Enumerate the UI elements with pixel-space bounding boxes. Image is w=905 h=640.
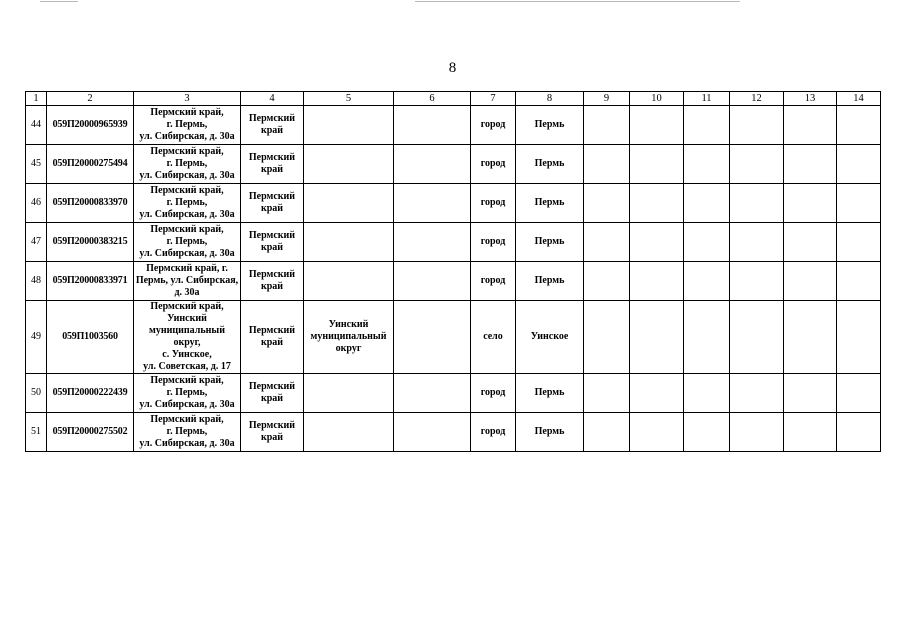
empty-cell-col10: [630, 184, 684, 223]
cell-line: Пермский край,: [150, 224, 224, 235]
cell-line: ул. Сибирская, д. 30а: [139, 438, 235, 449]
empty-cell-col14: [837, 106, 881, 145]
code-cell: 059П20000965939: [47, 106, 134, 145]
empty-cell-col12: [730, 223, 784, 262]
cell-line: край: [260, 164, 284, 175]
empty-cell-col12: [730, 106, 784, 145]
cell-line: Уинский: [167, 313, 207, 324]
cell-line: округ: [335, 343, 362, 354]
cell-line: ул. Сибирская, д. 30а: [139, 131, 235, 142]
cell-line: край: [260, 125, 284, 136]
empty-cell-col11: [684, 145, 730, 184]
cell-line: Пермский край, г.: [146, 263, 228, 274]
empty-cell-col13: [784, 106, 837, 145]
cell-line: г. Пермь,: [166, 387, 208, 398]
column-header-1: 1: [26, 92, 47, 106]
settlement-name-cell: Пермь: [516, 413, 584, 452]
column-header-5: 5: [304, 92, 394, 106]
row-number-cell: 49: [26, 301, 47, 374]
row-number-cell: 46: [26, 184, 47, 223]
column-header-13: 13: [784, 92, 837, 106]
settlement-name-cell: Пермь: [516, 106, 584, 145]
cell-line: Пермский: [248, 191, 296, 202]
empty-cell-col12: [730, 301, 784, 374]
district-cell: [304, 145, 394, 184]
empty-cell-col9: [584, 413, 630, 452]
table-row: [26, 374, 881, 413]
empty-cell-col13: [784, 145, 837, 184]
cell-line: Пермский: [248, 152, 296, 163]
settlement-name-cell: Уинское: [516, 301, 584, 374]
code-cell: 059П20000275494: [47, 145, 134, 184]
column-header-7: 7: [471, 92, 516, 106]
table-row: [26, 223, 881, 262]
settlement-name-cell: Пермь: [516, 374, 584, 413]
col6-cell: [394, 262, 471, 301]
scan-edge-line-right: [415, 1, 740, 2]
empty-cell-col10: [630, 301, 684, 374]
table-row: [26, 145, 881, 184]
empty-cell-col12: [730, 262, 784, 301]
empty-cell-col11: [684, 106, 730, 145]
data-table: [25, 91, 881, 452]
region-cell: [241, 413, 304, 452]
district-cell: [304, 262, 394, 301]
column-header-14: 14: [837, 92, 881, 106]
cell-line: Пермский: [248, 230, 296, 241]
empty-cell-col10: [630, 374, 684, 413]
col6-cell: [394, 413, 471, 452]
empty-cell-col12: [730, 413, 784, 452]
empty-cell-col11: [684, 184, 730, 223]
address-cell: [134, 223, 241, 262]
cell-line: Пермский: [248, 381, 296, 392]
region-cell: [241, 184, 304, 223]
cell-line: Пермский: [248, 113, 296, 124]
cell-line: Пермский край,: [150, 107, 224, 118]
cell-line: Пермский край,: [150, 375, 224, 386]
cell-line: Пермский край,: [150, 301, 224, 312]
empty-cell-col13: [784, 301, 837, 374]
cell-line: Пермский край,: [150, 414, 224, 425]
cell-line: д. 30а: [174, 287, 200, 298]
col6-cell: [394, 145, 471, 184]
table-row: [26, 184, 881, 223]
empty-cell-col11: [684, 413, 730, 452]
column-header-3: 3: [134, 92, 241, 106]
cell-line: муниципальный: [310, 331, 387, 342]
cell-line: Пермский край,: [150, 185, 224, 196]
settlement-type-cell: село: [471, 301, 516, 374]
cell-line: Пермский: [248, 420, 296, 431]
empty-cell-col9: [584, 262, 630, 301]
district-cell: [304, 106, 394, 145]
empty-cell-col14: [837, 145, 881, 184]
row-number-cell: 47: [26, 223, 47, 262]
row-number-cell: 44: [26, 106, 47, 145]
cell-line: ул. Сибирская, д. 30а: [139, 399, 235, 410]
address-cell: [134, 184, 241, 223]
empty-cell-col13: [784, 413, 837, 452]
code-cell: 059П20000833971: [47, 262, 134, 301]
empty-cell-col13: [784, 262, 837, 301]
region-cell: [241, 262, 304, 301]
cell-line: Пермский край,: [150, 146, 224, 157]
cell-line: ул. Сибирская, д. 30а: [139, 170, 235, 181]
cell-line: с. Уинское,: [162, 349, 212, 360]
region-cell: [241, 106, 304, 145]
column-header-11: 11: [684, 92, 730, 106]
settlement-name-cell: Пермь: [516, 184, 584, 223]
empty-cell-col9: [584, 184, 630, 223]
cell-line: край: [260, 281, 284, 292]
cell-line: край: [260, 432, 284, 443]
table-body: [26, 106, 881, 452]
district-cell: [304, 223, 394, 262]
cell-line: Пермский: [248, 325, 296, 336]
district-cell: [304, 413, 394, 452]
cell-line: ул. Советская, д. 17: [143, 361, 231, 372]
settlement-type-cell: город: [471, 223, 516, 262]
district-cell: [304, 184, 394, 223]
region-cell: [241, 223, 304, 262]
column-header-10: 10: [630, 92, 684, 106]
cell-line: Уинский: [328, 319, 369, 330]
empty-cell-col10: [630, 106, 684, 145]
address-cell: [134, 413, 241, 452]
address-cell: [134, 301, 241, 374]
row-number-cell: 45: [26, 145, 47, 184]
empty-cell-col9: [584, 374, 630, 413]
empty-cell-col12: [730, 374, 784, 413]
row-number-cell: 50: [26, 374, 47, 413]
settlement-type-cell: город: [471, 184, 516, 223]
empty-cell-col12: [730, 184, 784, 223]
cell-line: г. Пермь,: [166, 236, 208, 247]
code-cell: 059П20000833970: [47, 184, 134, 223]
cell-line: ул. Сибирская, д. 30а: [139, 209, 235, 220]
empty-cell-col11: [684, 301, 730, 374]
empty-cell-col10: [630, 145, 684, 184]
address-cell: [134, 145, 241, 184]
settlement-name-cell: Пермь: [516, 262, 584, 301]
settlement-type-cell: город: [471, 145, 516, 184]
cell-line: ул. Сибирская, д. 30а: [139, 248, 235, 259]
cell-line: г. Пермь,: [166, 158, 208, 169]
scan-edge-line-left: [40, 1, 78, 2]
empty-cell-col10: [630, 262, 684, 301]
row-number-cell: 48: [26, 262, 47, 301]
empty-cell-col12: [730, 145, 784, 184]
empty-cell-col14: [837, 184, 881, 223]
empty-cell-col9: [584, 301, 630, 374]
address-cell: [134, 262, 241, 301]
district-cell: [304, 374, 394, 413]
empty-cell-col14: [837, 262, 881, 301]
cell-line: край: [260, 242, 284, 253]
table-row: [26, 413, 881, 452]
cell-line: г. Пермь,: [166, 119, 208, 130]
column-header-6: 6: [394, 92, 471, 106]
empty-cell-col9: [584, 145, 630, 184]
table-row: [26, 301, 881, 374]
col6-cell: [394, 184, 471, 223]
column-header-9: 9: [584, 92, 630, 106]
settlement-type-cell: город: [471, 106, 516, 145]
district-cell: [304, 301, 394, 374]
address-cell: [134, 374, 241, 413]
code-cell: 059П20000383215: [47, 223, 134, 262]
region-cell: [241, 374, 304, 413]
column-header-2: 2: [47, 92, 134, 106]
code-cell: 059П20000275502: [47, 413, 134, 452]
empty-cell-col9: [584, 106, 630, 145]
settlement-name-cell: Пермь: [516, 223, 584, 262]
empty-cell-col11: [684, 262, 730, 301]
col6-cell: [394, 301, 471, 374]
empty-cell-col11: [684, 374, 730, 413]
settlement-name-cell: Пермь: [516, 145, 584, 184]
settlement-type-cell: город: [471, 262, 516, 301]
empty-cell-col9: [584, 223, 630, 262]
cell-line: г. Пермь,: [166, 197, 208, 208]
cell-line: муниципальный округ,: [149, 325, 225, 348]
page-number: 8: [448, 60, 457, 76]
column-header-12: 12: [730, 92, 784, 106]
header-row: [26, 92, 881, 106]
address-cell: [134, 106, 241, 145]
cell-line: край: [260, 337, 284, 348]
table-row: [26, 262, 881, 301]
column-header-4: 4: [241, 92, 304, 106]
cell-line: Пермь, ул. Сибирская,: [135, 275, 239, 286]
empty-cell-col14: [837, 374, 881, 413]
settlement-type-cell: город: [471, 374, 516, 413]
settlement-type-cell: город: [471, 413, 516, 452]
empty-cell-col14: [837, 223, 881, 262]
code-cell: 059П1003560: [47, 301, 134, 374]
empty-cell-col13: [784, 184, 837, 223]
cell-line: г. Пермь,: [166, 426, 208, 437]
code-cell: 059П20000222439: [47, 374, 134, 413]
empty-cell-col13: [784, 374, 837, 413]
empty-cell-col13: [784, 223, 837, 262]
cell-line: Пермский: [248, 269, 296, 280]
table-row: [26, 106, 881, 145]
empty-cell-col14: [837, 413, 881, 452]
col6-cell: [394, 374, 471, 413]
row-number-cell: 51: [26, 413, 47, 452]
empty-cell-col10: [630, 413, 684, 452]
col6-cell: [394, 106, 471, 145]
region-cell: [241, 145, 304, 184]
empty-cell-col14: [837, 301, 881, 374]
empty-cell-col11: [684, 223, 730, 262]
cell-line: край: [260, 393, 284, 404]
col6-cell: [394, 223, 471, 262]
cell-line: край: [260, 203, 284, 214]
region-cell: [241, 301, 304, 374]
empty-cell-col10: [630, 223, 684, 262]
column-header-8: 8: [516, 92, 584, 106]
